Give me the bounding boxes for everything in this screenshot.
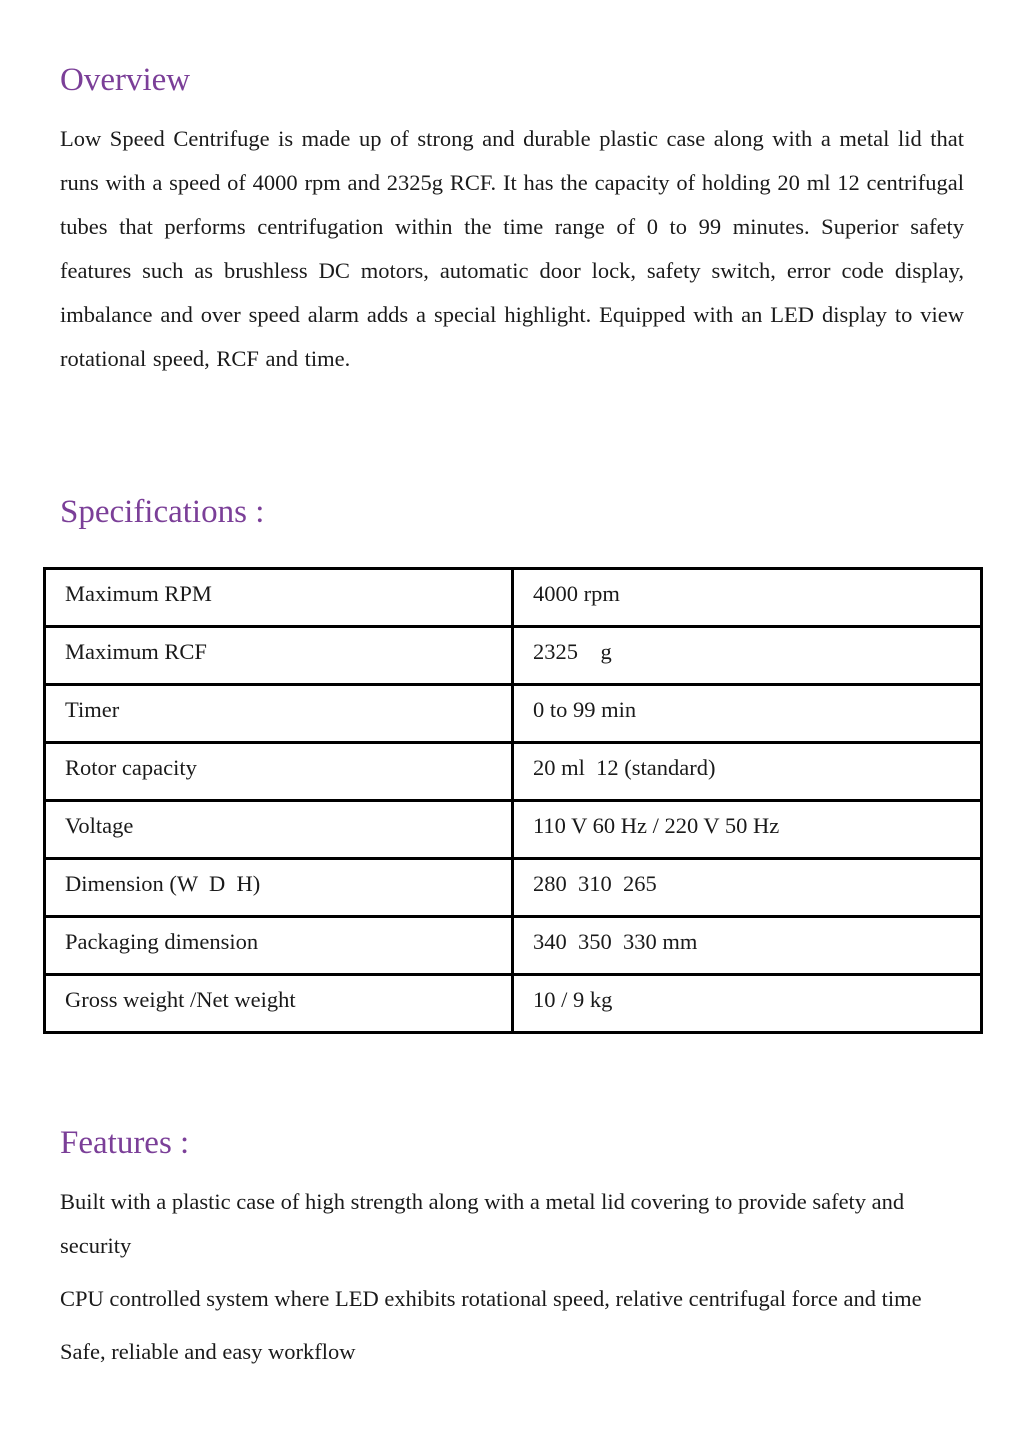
overview-paragraph: Low Speed Centrifuge is made up of strong and durable plastic case along with a metal lid that runs with a speed of 4000 rpm and 2325g RCF. It has the capacity of holding 20 ml 12 centrifugal tubes that performs centrifugation within the time range of 0 to 99 minutes. Superior safety features such as brushless DC motors, automatic door lock, safety switch, error code display, imbalance and over speed alarm adds a special highlight. Equipped with an LED display to view rotational speed, RCF and time. bbox=[60, 126, 964, 371]
table-row bbox=[45, 685, 982, 743]
spec-value: 20 ml 12 (standard) bbox=[513, 743, 982, 801]
spec-value: 2325 g bbox=[513, 627, 982, 685]
spec-label: Rotor capacity bbox=[45, 743, 513, 801]
spec-value: 110 V 60 Hz / 220 V 50 Hz bbox=[513, 801, 982, 859]
overview-heading: Overview bbox=[60, 62, 191, 98]
spec-label: Gross weight /Net weight bbox=[45, 975, 513, 1033]
spec-label: Dimension (W D H) bbox=[45, 859, 513, 917]
spec-value: 10 / 9 kg bbox=[513, 975, 982, 1033]
table-row bbox=[45, 743, 982, 801]
list-item: CPU controlled system where LED exhibits rotational speed, relative centrifugal force and time bbox=[60, 1286, 922, 1311]
spec-label: Maximum RCF bbox=[45, 627, 513, 685]
table-row bbox=[45, 917, 982, 975]
table-row bbox=[45, 801, 982, 859]
table-row bbox=[45, 975, 982, 1033]
table-row bbox=[45, 627, 982, 685]
specifications-table bbox=[43, 567, 983, 1034]
spec-label: Packaging dimension bbox=[45, 917, 513, 975]
spec-value: 0 to 99 min bbox=[513, 685, 982, 743]
spec-value: 340 350 330 mm bbox=[513, 917, 982, 975]
features-heading: Features : bbox=[60, 1125, 190, 1161]
spec-label: Timer bbox=[45, 685, 513, 743]
spec-value: 4000 rpm bbox=[513, 569, 982, 627]
spec-value: 280 310 265 bbox=[513, 859, 982, 917]
table-row bbox=[45, 569, 982, 627]
list-item: Safe, reliable and easy workflow bbox=[60, 1339, 356, 1364]
features-list bbox=[60, 1180, 940, 1383]
list-item: Built with a plastic case of high strength along with a metal lid covering to provide safety and security bbox=[60, 1189, 905, 1258]
specifications-heading: Specifications : bbox=[60, 494, 265, 530]
table-row bbox=[45, 859, 982, 917]
spec-label: Voltage bbox=[45, 801, 513, 859]
spec-label: Maximum RPM bbox=[45, 569, 513, 627]
